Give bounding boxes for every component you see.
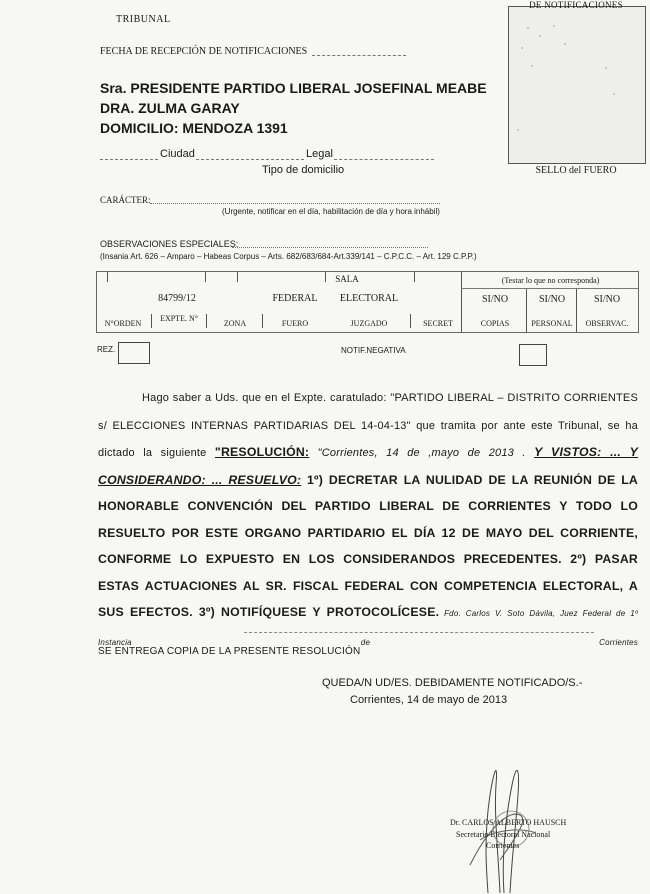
header-secret: SECRET <box>423 319 453 328</box>
signature-place: Corrientes <box>486 841 520 850</box>
place-date: Corrientes, 14 de mayo de 2013 <box>350 694 508 706</box>
addressee-line-3: DOMICILIO: MENDOZA 1391 <box>100 120 288 136</box>
character-line <box>150 203 440 204</box>
vistos-text: Y VISTOS: ... Y CONSIDERANDO: ... RESUELVO: <box>98 445 638 487</box>
observations-line <box>232 247 428 248</box>
intro-text-b: que tramita por ante este Tribunal, se ha dictado la siguiente <box>98 419 638 459</box>
testar-note: (Testar lo que no corresponda) <box>501 276 600 285</box>
header-orden: N°ORDEN <box>104 319 142 328</box>
header-zona: ZONA <box>223 319 247 328</box>
resolution-points: 1º) DECRETAR LA NULIDAD DE LA REUNIÓN DE LA HONORABLE CONVENCIÓN DEL PARTIDO LIBERAL DE CORRIENTES Y TODO LO RESUELTO POR ESTE ORGANO PARTIDARIO EL DÍA 12 DE MAYO DEL CORRIENTE, CONFORME LO EXPUESTO EN LOS CONSIDERANDOS PRECEDENTES. 2º) PASAR ESTAS ACTUACIONES AL SR. FISCAL FEDERAL CON COMPETENCIA ELECTORAL, A SUS EFECTOS. 3º) NOTIFÍQUESE Y PROTOCOLÍCESE. <box>98 472 638 619</box>
domicile-dash-2 <box>196 159 304 160</box>
character-label: CARÁCTER: <box>100 195 151 205</box>
notification-table <box>96 271 639 333</box>
tribunal-label: TRIBUNAL <box>116 14 171 25</box>
fuero-value: FEDERAL <box>272 293 318 304</box>
signed-by: Fdo. Carlos V. Soto Dávila, Juez Federal de 1º Instancia de Corrientes <box>98 609 638 647</box>
domicile-type-label: Tipo de domicilio <box>262 164 345 176</box>
seal-box-title: DE NOTIFICACIONES <box>529 0 623 10</box>
notif-negativa-label: NOTIF.NEGATIVA <box>341 346 406 355</box>
character-note: (Urgente, notificar en el día, habilitación de día y hora inhábil) <box>222 207 440 216</box>
addressee-line-1: Sra. PRESIDENTE PARTIDO LIBERAL JOSEFINAL MEABE <box>100 80 487 96</box>
notif-negativa-checkbox <box>519 344 547 366</box>
addressee-line-2: DRA. ZULMA GARAY <box>100 100 240 116</box>
reception-date-line <box>312 55 406 56</box>
expte-number: 84799/12 <box>158 293 196 304</box>
juzgado-value: ELECTORAL <box>339 293 399 304</box>
signed-by-line <box>244 632 594 633</box>
copy-note: SE ENTREGA COPIA DE LA PRESENTE RESOLUCIÓN <box>98 646 361 657</box>
observations-label: OBSERVACIONES ESPECIALES: <box>100 239 239 249</box>
seal-box <box>508 6 646 164</box>
notified-text: QUEDA/N UD/ES. DEBIDAMENTE NOTIFICADO/S.- <box>322 677 583 689</box>
sala-label: SALA <box>335 274 359 284</box>
addressee-block <box>100 78 487 138</box>
resolucion-date: "Corrientes, 14 de ,mayo de 2013 . <box>309 447 535 459</box>
header-personal: PERSONAL <box>531 319 573 328</box>
sino-personal: SI/NO <box>538 294 566 305</box>
header-expte: EXPTE. N° <box>160 314 198 323</box>
resolucion-label: "RESOLUCIÓN: <box>214 445 310 459</box>
domicile-dash-3 <box>334 159 434 160</box>
header-observac: OBSERVAC. <box>585 319 629 328</box>
rez-checkbox <box>118 342 150 364</box>
header-juzgado: JUZGADO <box>350 319 388 328</box>
rez-label: REZ. <box>97 345 116 354</box>
header-fuero: FUERO <box>281 319 309 328</box>
signature-role: Secretario Electoral Nacional <box>456 830 551 839</box>
sino-copias: SI/NO <box>481 294 509 305</box>
legal-label: Legal <box>306 148 333 160</box>
signature-name: Dr. CARLOS ALBERTO HAUSCH <box>450 818 567 827</box>
seal-box-caption: SELLO del FUERO <box>535 165 617 176</box>
ciudad-label: Ciudad <box>160 148 195 160</box>
reception-date-label: FECHA DE RECEPCIÓN DE NOTIFICACIONES <box>100 46 308 57</box>
notification-body <box>98 384 638 656</box>
sino-observac: SI/NO <box>593 294 621 305</box>
domicile-dash-1 <box>100 159 158 160</box>
header-copias: COPIAS <box>480 319 510 328</box>
intro-text-a: Hago saber a Uds. que en el Expte. caratulado: "PARTIDO LIBERAL – DISTRITO CORRIENTES s/ ELECCIONES INTERNAS PARTIDARIAS DEL 14-04-13" <box>98 392 638 432</box>
observations-detail: (Insania Art. 626 – Amparo – Habeas Corpus – Arts. 682/683/684-Art.339/141 – C.P.C.C. – Art. 129 C.P.P.) <box>100 252 477 261</box>
